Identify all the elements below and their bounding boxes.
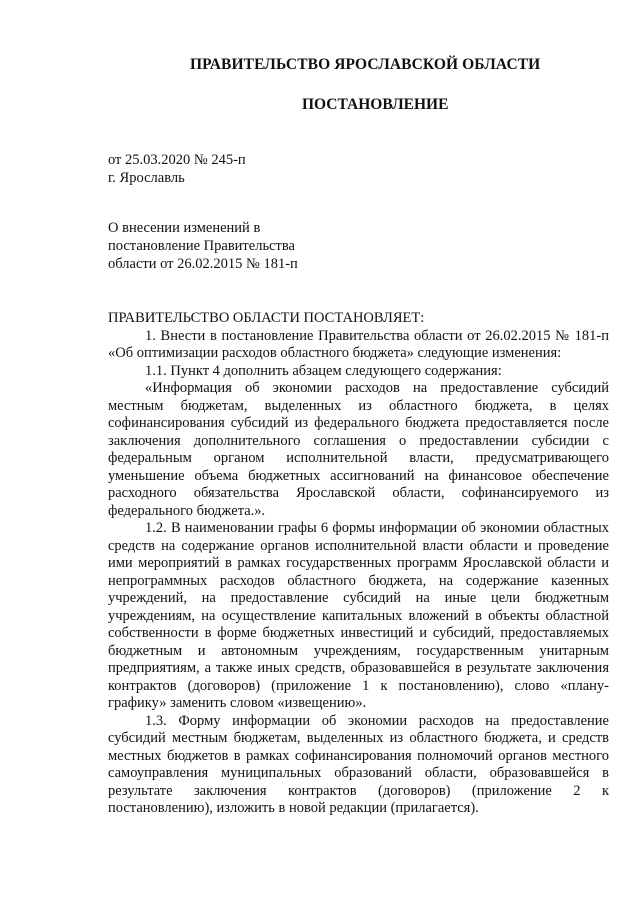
decree-intro: ПРАВИТЕЛЬСТВО ОБЛАСТИ ПОСТАНОВЛЯЕТ:: [108, 310, 425, 326]
paragraph-1-1: 1.1. Пункт 4 дополнить абзацем следующего содержания:: [145, 362, 502, 379]
quoted-paragraph: «Информация об экономии расходов на предоставление субсидий местным бюджетам, выделенных из областного бюджета, в целях софинансирования субсидий из федерального бюджета предоставляется после заключения дополнительного соглашения о предоставлении субсидии с федеральным органом исполнительной власти, предусматривающего уменьшение объема бюджетных ассигнований на финансовое обеспечение расходного обязательства Ярославской области, софинансируемого из федерального бюджета.».: [108, 380, 609, 519]
subject-line: О внесении изменений в: [108, 220, 261, 236]
document-body: [108, 310, 609, 818]
city-line: г. Ярославль: [108, 170, 185, 186]
document-meta: [108, 151, 246, 187]
document-subject: [108, 219, 298, 273]
subject-line: постановление Правительства: [108, 238, 295, 254]
paragraph-1: 1. Внести в постановление Правительства области от 26.02.2015 № 181-п «Об оптимизации расходов областного бюджета» следующие изменения:: [108, 327, 609, 361]
document-type-heading: ПОСТАНОВЛЕНИЕ: [302, 96, 449, 113]
date-number-line: от 25.03.2020 № 245-п: [108, 152, 246, 168]
government-title: ПРАВИТЕЛЬСТВО ЯРОСЛАВСКОЙ ОБЛАСТИ: [190, 56, 541, 73]
paragraph-1-3: 1.3. Форму информации об экономии расходов на предоставление субсидий местным бюджетам, выделенных из областного бюджета, и средств местных бюджетов в рамках софинансирования полномочий органов местного самоуправления муниципальных образований области, образовавшейся в результате заключения контрактов (договоров) (приложение 2 к постановлению), изложить в новой редакции (прилагается).: [108, 712, 609, 816]
paragraph-1-2: 1.2. В наименовании графы 6 формы информации об экономии областных средств на содержание органов исполнительной власти области и проведение ими мероприятий в рамках государственных программ Ярославской области и непрограммных расходов областного бюджета, на содержание казенных учреждений, на предоставление субсидий на иные цели бюджетным учреждениям, на осуществление капитальных вложений в объекты областной собственности в форме бюджетных инвестиций и субсидий, предоставляемых бюджетным и автономным учреждениям, государственным унитарным предприятиям, а также иных средств, образовавшейся в результате заключения контрактов (договоров) (приложение 1 к постановлению), слово «плану-графику» заменить словом «извещению».: [108, 520, 609, 711]
subject-line: области от 26.02.2015 № 181-п: [108, 256, 298, 272]
